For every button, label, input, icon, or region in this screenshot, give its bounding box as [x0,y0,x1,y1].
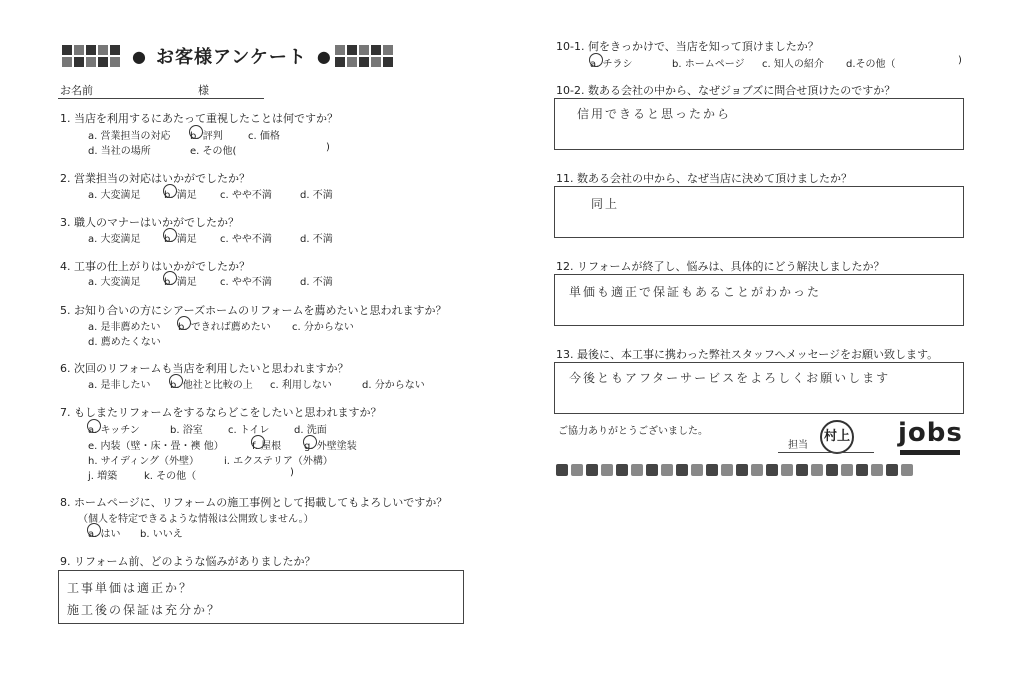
q9-answer-line-2: 施工後の保証は充分か？ [67,603,222,617]
q3-opt-b[interactable]: b. 満足 [164,234,197,245]
q6-selected-circle [169,374,183,388]
q7-opt-h[interactable]: h. サイディング（外壁） [88,456,199,467]
q10-1-opt-a[interactable]: a. チラシ [590,59,633,70]
q7-opt-j[interactable]: j. 増築 [88,471,118,482]
q7-opt-i[interactable]: i. エクステリア（外構） [224,456,333,467]
q1-opt-e-close: ) [326,142,330,153]
staff-underline [778,452,874,453]
q10-1-selected-circle [589,53,603,67]
q10-1-opt-b[interactable]: b. ホームページ [672,59,745,70]
title-squares-left [62,45,128,67]
q12-text: 12. リフォームが終了し、悩みは、具体的にどう解決しましたか？ [556,260,885,273]
q7-opt-a[interactable]: a. キッチン [88,425,140,436]
q5-text: 5. お知り合いの方にシアーズホームのリフォームを薦めたいと思われますか？ [60,304,447,317]
q6-opt-d[interactable]: d. 分からない [362,380,425,391]
staff-stamp: 村上 [820,420,854,454]
q8-opt-a[interactable]: a. はい [88,529,121,540]
q10-2-text: 10-2. 数ある会社の中から、なぜジョブズに問合せ頂けたのですか？ [556,84,896,97]
q10-1-opt-d[interactable]: d.その他（ [846,59,896,70]
page-title: お客様アンケート [155,47,307,68]
q9-answer-line-1: 工事単価は適正か？ [67,581,194,595]
name-suffix: 様 [198,84,209,97]
q10-1-text: 10-1. 何をきっかけで、当店を知って頂けましたか？ [556,40,819,53]
q4-selected-circle [163,271,177,285]
q11-answer-box[interactable] [554,186,964,238]
q12-answer-box[interactable] [554,274,964,326]
q8-text: 8. ホームページに、リフォームの施工事例として掲載してもよろしいですか？ [60,496,448,509]
q7-opt-k-close: ) [290,467,294,478]
q1-opt-a[interactable]: a. 営業担当の対応 [88,131,171,142]
q4-opt-d[interactable]: d. 不満 [300,277,333,288]
q7-f-circle [251,435,265,449]
q13-answer-box[interactable] [554,362,964,414]
q3-opt-d[interactable]: d. 不満 [300,234,333,245]
q7-opt-b[interactable]: b. 浴室 [170,425,203,436]
q4-opt-b[interactable]: b. 満足 [164,277,197,288]
q7-opt-f[interactable]: f. 屋根 [252,441,282,452]
q13-text: 13. 最後に、本工事に携わった弊社スタッフへメッセージをお願い致します。 [556,348,939,361]
q9-answer-box[interactable] [58,570,464,624]
q12-answer: 単価も適正で保証もあることがわかった [569,285,822,299]
q6-text: 6. 次回のリフォームも当店を利用したいと思われますか？ [60,362,349,375]
q11-answer: 同上 [591,197,620,211]
q7-a-circle [87,419,101,433]
logo-tagline-bar [900,450,960,455]
right-page [512,0,1024,692]
title-bullet-right: ● [316,46,331,66]
q2-opt-a[interactable]: a. 大変満足 [88,190,141,201]
q7-opt-e[interactable]: e. 内装（壁・床・畳・襖 他） [88,441,224,452]
q3-opt-a[interactable]: a. 大変満足 [88,234,141,245]
name-underline [58,98,264,99]
q7-g-circle [303,435,317,449]
q6-opt-c[interactable]: c. 利用しない [270,380,332,391]
q7-opt-d[interactable]: d. 洗面 [294,425,327,436]
title-bullet-left: ● [132,46,146,66]
q10-2-answer: 信用できると思ったから [577,107,732,121]
q11-text: 11. 数ある会社の中から、なぜ当店に決めて頂けましたか？ [556,172,852,185]
q8-note: （個人を特定できるような情報は公開致しません。） [78,514,314,525]
title-row [62,42,432,70]
q2-opt-d[interactable]: d. 不満 [300,190,333,201]
q1-opt-c[interactable]: c. 価格 [248,131,280,142]
q5-opt-a[interactable]: a. 是非薦めたい [88,322,161,333]
q13-answer: 今後ともアフターサービスをよろしくお願いします [569,371,891,385]
q9-text: 9. リフォーム前、どのような悩みがありましたか？ [60,555,316,568]
bottom-square-strip [556,464,913,476]
staff-label: 担当 [788,440,808,451]
q2-text: 2. 営業担当の対応はいかがでしたか？ [60,172,250,185]
q6-opt-b[interactable]: b. 他社と比較の上 [170,380,253,391]
q1-text: 1. 当店を利用するにあたって重視したことは何ですか？ [60,112,338,125]
q7-text: 7. もしまたリフォームをするならどこをしたいと思われますか？ [60,406,382,419]
q7-opt-g[interactable]: g. 外壁塗装 [304,441,357,452]
q6-opt-a[interactable]: a. 是非したい [88,380,151,391]
q2-opt-c[interactable]: c. やや不満 [220,190,272,201]
q5-selected-circle [177,316,191,330]
q3-opt-c[interactable]: c. やや不満 [220,234,272,245]
q1-opt-b[interactable]: b. 評判 [190,131,223,142]
thanks-text: ご協力ありがとうございました。 [558,426,708,437]
q8-opt-b[interactable]: b. いいえ [140,529,183,540]
q10-2-answer-box[interactable] [554,98,964,150]
q5-opt-d[interactable]: d. 薦めたくない [88,337,161,348]
q1-selected-circle [189,125,203,139]
name-label: お名前 [60,84,93,97]
q3-selected-circle [163,228,177,242]
q10-1-opt-c[interactable]: c. 知人の紹介 [762,59,824,70]
q2-selected-circle [163,184,177,198]
q4-text: 4. 工事の仕上がりはいかがでしたか？ [60,260,250,273]
company-logo: jobs [898,418,963,448]
q7-opt-k[interactable]: k. その他（ [144,471,197,482]
q5-opt-c[interactable]: c. 分からない [292,322,354,333]
q1-opt-e[interactable]: e. その他( [190,146,237,157]
q8-selected-circle [87,523,101,537]
title-squares-right [335,45,401,67]
q2-opt-b[interactable]: b. 満足 [164,190,197,201]
q7-opt-c[interactable]: c. トイレ [228,425,270,436]
q10-1-opt-d-close: ) [958,55,962,66]
q5-opt-b[interactable]: b. できれば薦めたい [178,322,271,333]
q4-opt-a[interactable]: a. 大変満足 [88,277,141,288]
q4-opt-c[interactable]: c. やや不満 [220,277,272,288]
q1-opt-d[interactable]: d. 当社の場所 [88,146,151,157]
q3-text: 3. 職人のマナーはいかがでしたか？ [60,216,239,229]
